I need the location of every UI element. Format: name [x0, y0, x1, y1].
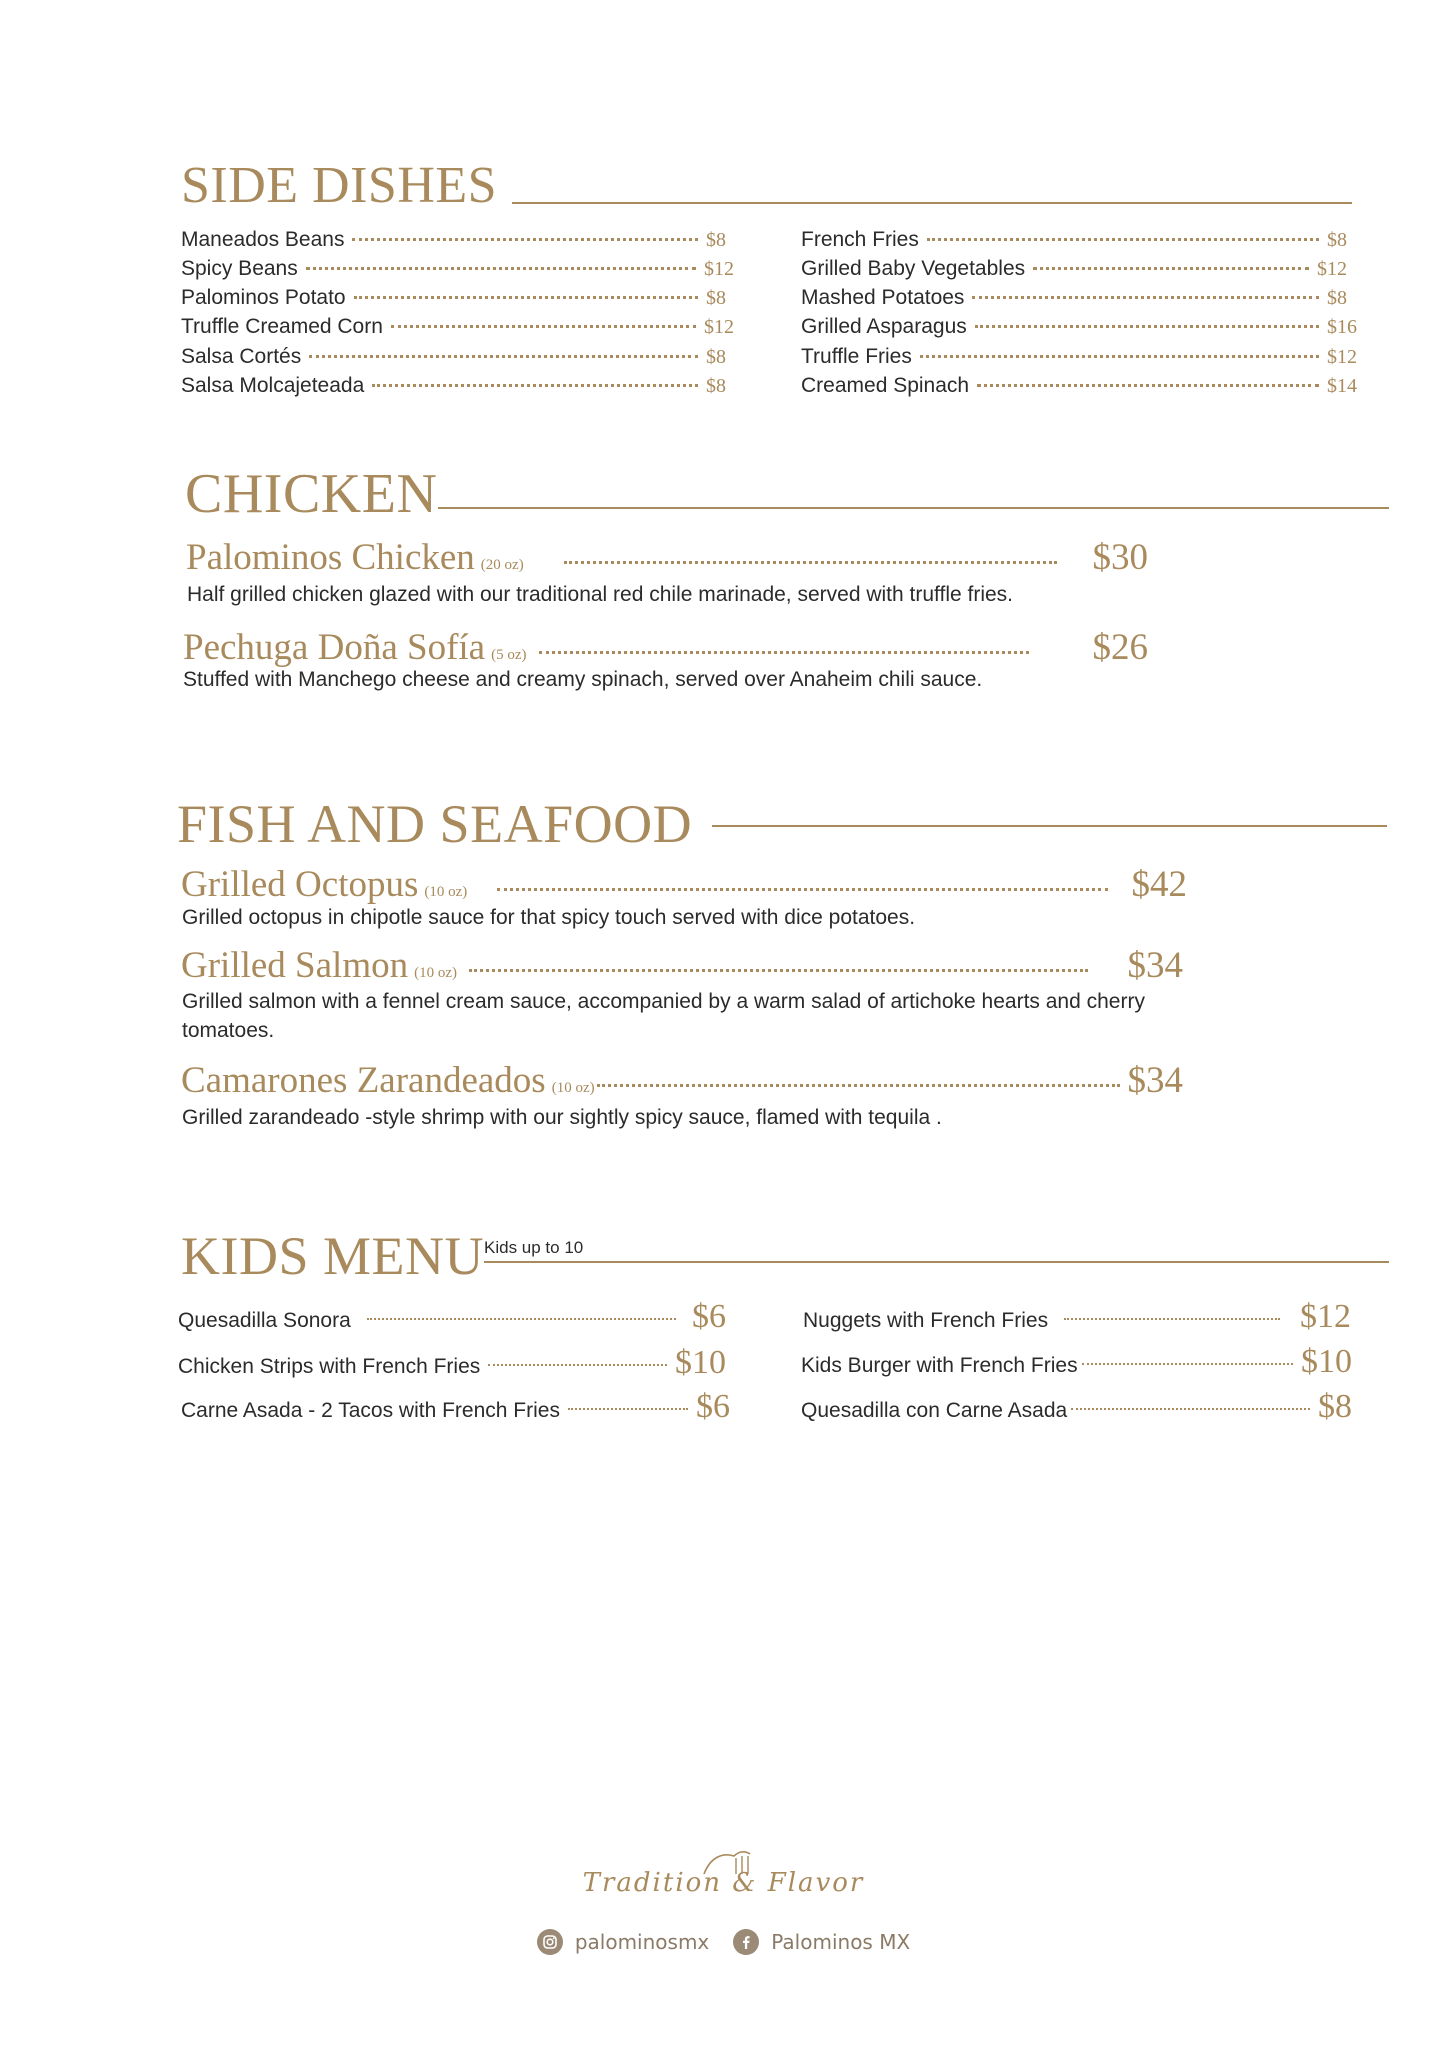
menu-item-description: Grilled zarandeado -style shrimp with our sightly spicy sauce, flamed with tequila . — [182, 1106, 942, 1129]
kids-menu-rule — [484, 1261, 1389, 1263]
side-dishes-rule — [512, 202, 1352, 204]
chicken-title: CHICKEN — [185, 463, 438, 525]
menu-item-heading: Pechuga Doña Sofía (5 oz) $26 — [183, 627, 1148, 668]
menu-item-heading: Palominos Chicken (20 oz) $30 — [186, 537, 1148, 578]
facebook-icon — [733, 1929, 759, 1955]
list-item: Carne Asada - 2 Tacos with French Fries $6 — [181, 1388, 730, 1425]
seafood-rule — [712, 825, 1387, 827]
list-item: Nuggets with French Fries $12 — [803, 1298, 1351, 1335]
instagram-handle: palominosmx — [574, 1930, 710, 1954]
instagram-icon — [537, 1929, 563, 1955]
kids-menu-title: KIDS MENU — [181, 1226, 485, 1286]
tagline: Tradition & Flavor — [582, 1868, 865, 1898]
chicken-rule — [438, 507, 1389, 509]
menu-item-heading: Grilled Salmon (10 oz) $34 — [181, 945, 1183, 986]
menu-item-description: Half grilled chicken glazed with our traditional red chile marinade, served with truffle fries. — [187, 583, 1014, 606]
list-item: Grilled Baby Vegetables $12 — [801, 257, 1347, 280]
menu-item-heading: Camarones Zarandeados (10 oz) $34 — [181, 1060, 1183, 1101]
side-dishes-title: SIDE DISHES — [181, 157, 498, 214]
list-item: Salsa Molcajeteada $8 — [181, 374, 726, 397]
menu-item-description: Grilled salmon with a fennel cream sauce, accompanied by a warm salad of artichoke hearts and cherry tomatoes. — [182, 990, 1145, 1043]
list-item: Truffle Creamed Corn $12 — [181, 315, 734, 338]
facebook-link[interactable] — [733, 1929, 910, 1955]
list-item: French Fries $8 — [801, 228, 1347, 251]
list-item: Maneados Beans $8 — [181, 228, 726, 251]
list-item: Grilled Asparagus $16 — [801, 315, 1357, 338]
list-item: Palominos Potato $8 — [181, 286, 726, 309]
list-item: Chicken Strips with French Fries $10 — [178, 1344, 726, 1381]
list-item: Salsa Cortés $8 — [181, 345, 726, 368]
seafood-title: FISH AND SEAFOOD — [177, 794, 693, 854]
list-item: Mashed Potatoes $8 — [801, 286, 1347, 309]
menu-item-description: Grilled octopus in chipotle sauce for that spicy touch served with dice potatoes. — [182, 906, 916, 929]
list-item: Quesadilla Sonora $6 — [178, 1298, 726, 1335]
instagram-link[interactable] — [537, 1929, 709, 1955]
facebook-page-name: Palominos MX — [771, 1930, 911, 1954]
list-item: Creamed Spinach $14 — [801, 374, 1357, 397]
kids-menu-note: Kids up to 10 — [484, 1238, 584, 1257]
list-item: Quesadilla con Carne Asada $8 — [801, 1388, 1352, 1425]
social-links — [0, 1929, 1447, 1955]
list-item: Truffle Fries $12 — [801, 345, 1357, 368]
menu-item-heading: Grilled Octopus (10 oz) $42 — [181, 864, 1187, 905]
list-item: Spicy Beans $12 — [181, 257, 734, 280]
menu-item-description: Stuffed with Manchego cheese and creamy spinach, served over Anaheim chili sauce. — [183, 668, 983, 691]
list-item: Kids Burger with French Fries $10 — [801, 1343, 1352, 1380]
